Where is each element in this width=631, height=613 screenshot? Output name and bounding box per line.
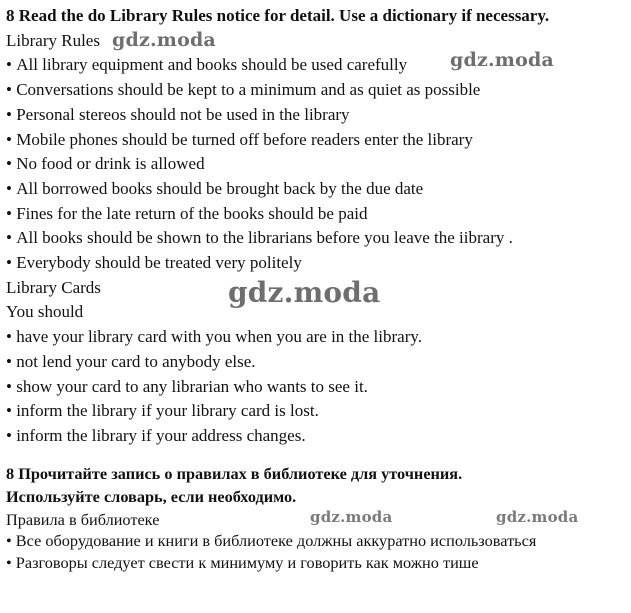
card-item: • inform the library if your address changes. — [6, 424, 628, 449]
card-item: • not lend your card to anybody else. — [6, 350, 628, 375]
rule-item: • All books should be shown to the librarians before you leave the iibrary . — [6, 226, 628, 251]
watermark-logo: gdz.moda — [228, 276, 381, 309]
exercise-heading: 8 Read the do Library Rules notice for detail. Use a dictionary if necessary. — [6, 6, 550, 25]
cards-title: Library Cards — [6, 277, 101, 297]
section-divider-space — [6, 449, 628, 462]
russian-heading-line2: Используйте словарь, если необходимо. — [6, 487, 297, 507]
rule-item: • Everybody should be treated very politely — [6, 251, 628, 276]
cards-intro: You should — [6, 302, 84, 322]
rule-item: • Conversations should be kept to a minimum and as quiet as possible — [6, 78, 628, 103]
watermark-logo: gdz.moda — [310, 508, 393, 526]
rules-title: Library Rules — [6, 30, 100, 50]
rule-item: • No food or drink is allowed — [6, 152, 628, 177]
russian-rule-item: • Все оборудование и книги в библиотеке должны аккуратно использоваться — [6, 530, 628, 552]
rule-item: • Personal stereos should not be used in the library — [6, 103, 628, 128]
russian-rules-title: Правила в библиотеке — [6, 509, 160, 529]
rule-item: • Mobile phones should be turned off before readers enter the library — [6, 128, 628, 153]
watermark-logo: gdz.moda — [112, 29, 216, 51]
russian-rule-item: • Разговоры следует свести к минимуму и говорить как можно тише — [6, 552, 628, 574]
rule-item: • All library equipment and books should be used carefully — [6, 53, 628, 78]
rule-item: • All borrowed books should be brought back by the due date — [6, 177, 628, 202]
card-item: • show your card to any librarian who wants to see it. — [6, 375, 628, 400]
rule-item: • Fines for the late return of the books should be paid — [6, 202, 628, 227]
card-item: • inform the library if your library card is lost. — [6, 399, 628, 424]
watermark-logo: gdz.moda — [496, 508, 579, 526]
russian-heading-line1: 8 Прочитайте запись о правилах в библиотеке для уточнения. — [6, 463, 463, 483]
watermark-logo: gdz.moda — [450, 49, 554, 71]
card-item: • have your library card with you when you are in the library. — [6, 325, 628, 350]
